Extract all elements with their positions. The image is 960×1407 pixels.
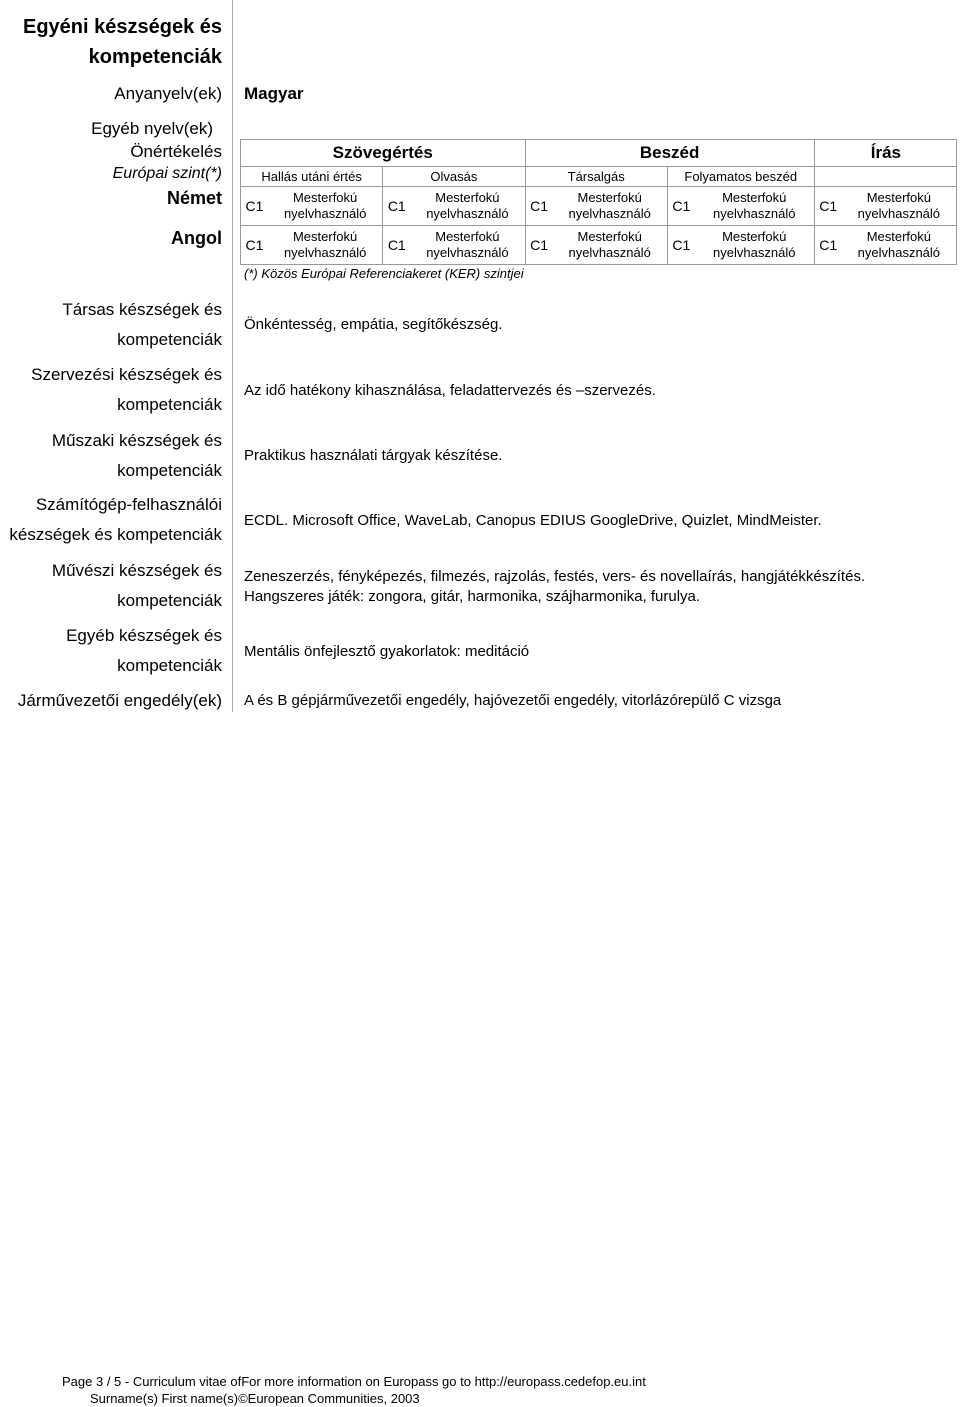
skill-value-other: Mentális önfejlesztő gyakorlatok: meditáció — [244, 643, 530, 660]
grid-sub-reading: Olvasás — [383, 167, 525, 187]
skill-label-artistic: Művészi készségek és kompetenciák — [51, 561, 222, 610]
language-row-english — [241, 226, 957, 265]
mother-tongue-value: Magyar — [244, 84, 304, 103]
footer-line-1: Page 3 / 5 - Curriculum vitae ofFor more information on Europass go to http://europass.cedefop.eu.int — [62, 1374, 646, 1389]
level-cell: C1 — [383, 187, 411, 226]
section-title: Egyéni készségek és kompetenciák — [22, 16, 222, 68]
skill-label-computer: Számítógép-felhasználói készségek és kompetenciák — [9, 495, 222, 544]
skill-label-social: Társas készségek és kompetenciák — [62, 300, 222, 349]
grid-header-writing: Írás — [814, 140, 956, 167]
skill-label-driving: Járművezetői engedély(ek) — [17, 691, 222, 710]
skill-label-organisational: Szervezési készségek és kompetenciák — [31, 365, 222, 414]
level-description: Mesterfokú nyelvhasználó — [553, 187, 668, 226]
language-grid — [240, 139, 957, 265]
level-cell: C1 — [241, 187, 269, 226]
column-divider — [232, 0, 233, 712]
level-description: Mesterfokú nyelvhasználó — [842, 187, 957, 226]
level-cell: C1 — [525, 226, 553, 265]
other-languages-label: Egyéb nyelv(ek) — [91, 119, 213, 138]
level-description: Mesterfokú nyelvhasználó — [410, 187, 525, 226]
european-level-label: Európai szint(*) — [112, 165, 222, 182]
level-description: Mesterfokú nyelvhasználó — [410, 226, 525, 265]
grid-sub-production: Folyamatos beszéd — [667, 167, 814, 187]
level-description: Mesterfokú nyelvhasználó — [268, 187, 383, 226]
skill-value-technical: Praktikus használati tárgyak készítése. — [244, 447, 503, 464]
level-description: Mesterfokú nyelvhasználó — [268, 226, 383, 265]
level-cell: C1 — [814, 187, 842, 226]
skill-value-artistic: Zeneszerzés, fényképezés, filmezés, rajzolás, festés, vers- és novellaírás, hangjátékkészítés. Hangszeres játék: zongora, gitár, harmonika, szájharmonika, furulya. — [244, 568, 866, 605]
footer-line-2: Surname(s) First name(s)©European Communities, 2003 — [90, 1391, 420, 1406]
grid-sub-writing — [814, 167, 956, 187]
self-assessment-label: Önértékelés — [130, 142, 222, 161]
language-name-german: Német — [166, 188, 222, 208]
skill-value-organisational: Az idő hatékony kihasználása, feladattervezés és –szervezés. — [244, 382, 656, 399]
grid-sub-listening: Hallás utáni értés — [241, 167, 383, 187]
grid-sub-interaction: Társalgás — [525, 167, 667, 187]
level-description: Mesterfokú nyelvhasználó — [695, 226, 814, 265]
language-row-german — [241, 187, 957, 226]
level-cell: C1 — [814, 226, 842, 265]
language-name-english: Angol — [171, 228, 222, 248]
level-cell: C1 — [525, 187, 553, 226]
level-description: Mesterfokú nyelvhasználó — [695, 187, 814, 226]
level-cell: C1 — [667, 226, 695, 265]
level-cell: C1 — [667, 187, 695, 226]
skill-value-social: Önkéntesség, empátia, segítőkészség. — [244, 316, 503, 333]
skill-label-technical: Műszaki készségek és kompetenciák — [51, 431, 222, 480]
level-cell: C1 — [241, 226, 269, 265]
level-cell: C1 — [383, 226, 411, 265]
level-description: Mesterfokú nyelvhasználó — [842, 226, 957, 265]
level-description: Mesterfokú nyelvhasználó — [553, 226, 668, 265]
skill-value-driving: A és B gépjárművezetői engedély, hajóvezetői engedély, vitorlázórepülő C vizsga — [244, 692, 782, 709]
skill-label-other: Egyéb készségek és kompetenciák — [66, 626, 222, 675]
ker-note: (*) Közös Európai Referenciakeret (KER) szintjei — [244, 266, 524, 281]
skill-value-computer: ECDL. Microsoft Office, WaveLab, Canopus EDIUS GoogleDrive, Quizlet, MindMeister. — [244, 512, 822, 529]
grid-header-understanding: Szövegértés — [241, 140, 526, 167]
grid-header-speaking: Beszéd — [525, 140, 814, 167]
mother-tongue-label: Anyanyelv(ek) — [114, 84, 222, 103]
